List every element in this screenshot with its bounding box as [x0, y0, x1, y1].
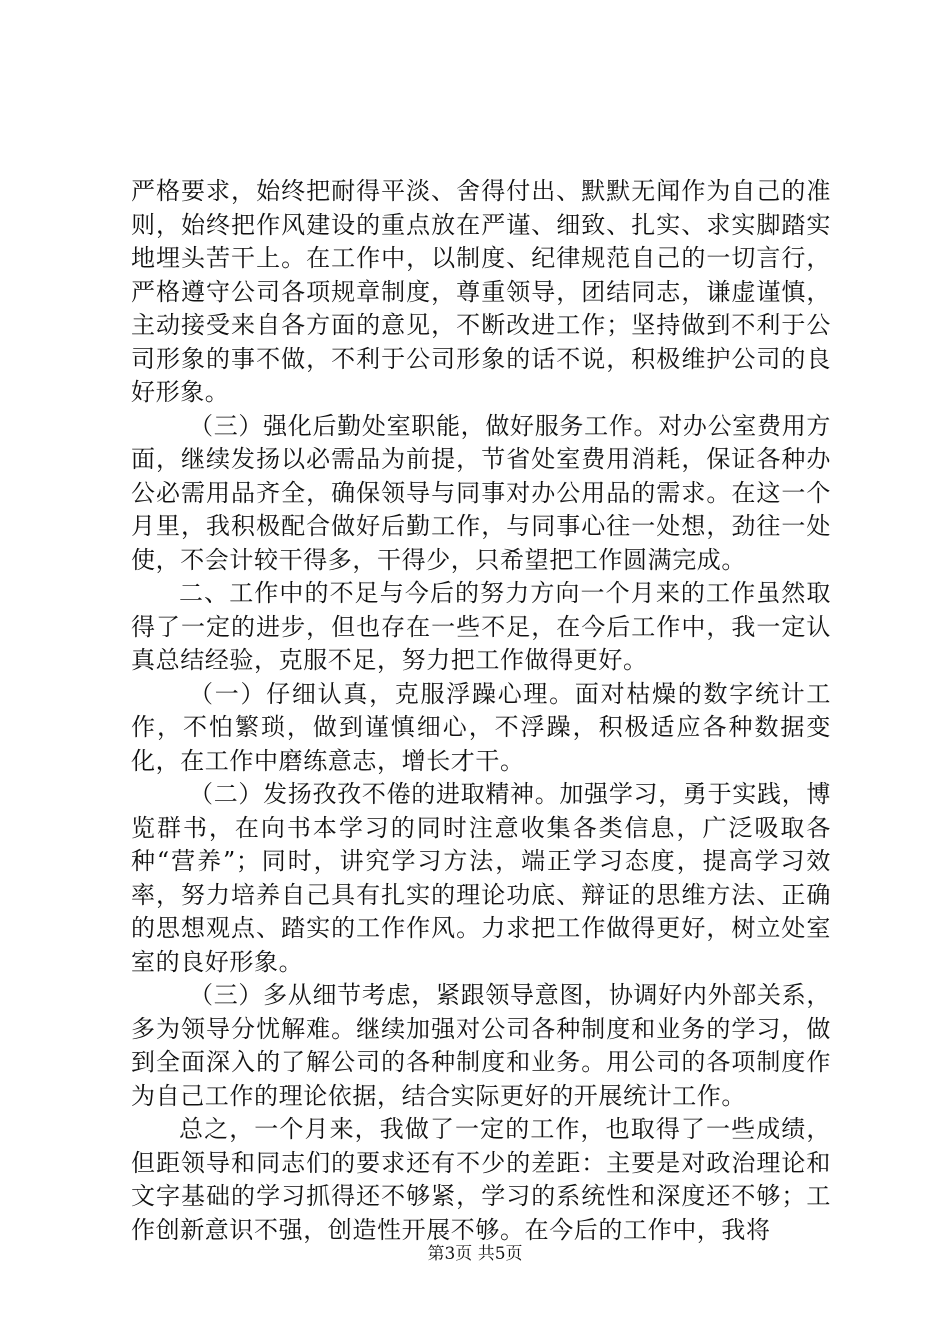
- paragraph-section-3-logistics: （三）强化后勤处室职能，做好服务工作。对办公室费用方面，继续发扬以必需品为前提，节省处室费用消耗，保证各种办公必需用品齐全，确保领导与同事对办公用品的需求。在这一个月里，我积极配合做好后勤工作，与同事心往一处想，劲往一处使，不会计较干得多，干得少，只希望把工作圆满完成。: [131, 411, 831, 574]
- document-body: [131, 175, 831, 1247]
- paragraph-item-3: （三）多从细节考虑，紧跟领导意图，协调好内外部关系，多为领导分忧解难。继续加强对公司各种制度和业务的学习，做到全面深入的了解公司的各种制度和业务。用公司的各项制度作为自己工作的理论依据，结合实际更好的开展统计工作。: [131, 981, 831, 1110]
- paragraph-item-2: （二）发扬孜孜不倦的进取精神。加强学习，勇于实践，博览群书，在向书本学习的同时注意收集各类信息，广泛吸取各种“营养”；同时，讲究学习方法，端正学习态度，提高学习效率，努力培养自己具有扎实的理论功底、辩证的思维方法、正确的思想观点、踏实的工作作风。力求把工作做得更好，树立处室室的良好形象。: [131, 780, 831, 976]
- paragraph-continuation: 严格要求，始终把耐得平淡、舍得付出、默默无闻作为自己的准则，始终把作风建设的重点放在严谨、细致、扎实、求实脚踏实地埋头苦干上。在工作中，以制度、纪律规范自己的一切言行，严格遵守公司各项规章制度，尊重领导，团结同志，谦虚谨慎，主动接受来自各方面的意见，不断改进工作；坚持做到不利于公司形象的事不做，不利于公司形象的话不说，积极维护公司的良好形象。: [131, 177, 831, 406]
- paragraph-item-1: （一）仔细认真，克服浮躁心理。面对枯燥的数字统计工作，不怕繁琐，做到谨慎细心，不浮躁，积极适应各种数据变化，在工作中磨练意志，增长才干。: [131, 679, 831, 775]
- paragraph-shortcomings-heading: 二、工作中的不足与今后的努力方向一个月来的工作虽然取得了一定的进步，但也存在一些不足，在今后工作中，我一定认真总结经验，克服不足，努力把工作做得更好。: [131, 579, 831, 674]
- page-number-label: 第3页 共5页: [427, 1244, 523, 1264]
- paragraph-summary: 总之，一个月来，我做了一定的工作，也取得了一些成绩，但距领导和同志们的要求还有不少的差距：主要是对政治理论和文字基础的学习抓得还不够紧，学习的系统性和深度还不够；工作创新意识不强，创造性开展不够。在今后的工作中，我将: [131, 1115, 831, 1244]
- page-footer: [0, 1243, 950, 1265]
